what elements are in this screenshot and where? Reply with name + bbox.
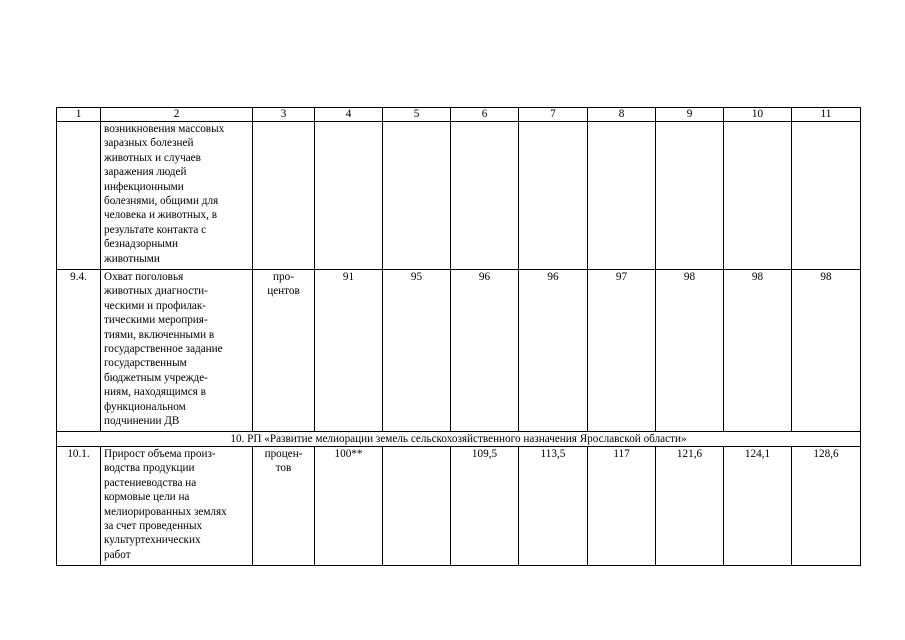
row-number: 9.4.	[57, 270, 101, 432]
value-cell: 113,5	[519, 447, 588, 566]
column-number: 9	[656, 108, 724, 122]
column-number: 1	[57, 108, 101, 122]
value-cell: 124,1	[724, 447, 792, 566]
value-cell	[656, 122, 724, 270]
value-cell: 96	[451, 270, 519, 432]
column-number: 11	[792, 108, 861, 122]
column-number: 8	[588, 108, 656, 122]
column-number: 3	[253, 108, 315, 122]
value-cell: 98	[792, 270, 861, 432]
value-cell: 100**	[315, 447, 383, 566]
column-number: 2	[101, 108, 253, 122]
unit-cell: процен- тов	[253, 447, 315, 566]
table-row	[57, 270, 861, 432]
indicator-name: Охват поголовья животных диагности- ческими и профилак- тическими мероприя- тиями, включенными в государственное задание государственным бюджетным учрежде- ниям, находящимся в функциональном подчинении ДВ	[101, 270, 253, 432]
column-number-row	[57, 108, 861, 122]
value-cell: 128,6	[792, 447, 861, 566]
value-cell	[792, 122, 861, 270]
column-number: 5	[383, 108, 451, 122]
value-cell: 109,5	[451, 447, 519, 566]
column-number: 7	[519, 108, 588, 122]
indicator-name: Прирост объема произ- водства продукции растениеводства на кормовые цели на мелиорированных землях за счет проведенных культуртехнических работ	[101, 447, 253, 566]
indicator-name: возникновения массовых заразных болезней животных и случаев заражения людей инфекционными болезнями, общими для человека и животных, в результате контакта с безнадзорными животными	[101, 122, 253, 270]
value-cell: 95	[383, 270, 451, 432]
value-cell	[383, 122, 451, 270]
value-cell	[383, 447, 451, 566]
value-cell	[588, 122, 656, 270]
value-cell: 98	[656, 270, 724, 432]
value-cell: 91	[315, 270, 383, 432]
value-cell	[724, 122, 792, 270]
section-heading-row	[57, 432, 861, 447]
value-cell: 121,6	[656, 447, 724, 566]
section-title: 10. РП «Развитие мелиорации земель сельскохозяйственного назначения Ярославской области»	[57, 432, 861, 447]
table-row	[57, 122, 861, 270]
row-number: 10.1.	[57, 447, 101, 566]
value-cell	[315, 122, 383, 270]
column-number: 4	[315, 108, 383, 122]
value-cell: 96	[519, 270, 588, 432]
value-cell	[451, 122, 519, 270]
value-cell	[519, 122, 588, 270]
row-number	[57, 122, 101, 270]
indicator-table	[56, 107, 861, 566]
unit-cell	[253, 122, 315, 270]
unit-cell: про- центов	[253, 270, 315, 432]
value-cell: 117	[588, 447, 656, 566]
column-number: 10	[724, 108, 792, 122]
value-cell: 98	[724, 270, 792, 432]
column-number: 6	[451, 108, 519, 122]
table-row	[57, 447, 861, 566]
value-cell: 97	[588, 270, 656, 432]
